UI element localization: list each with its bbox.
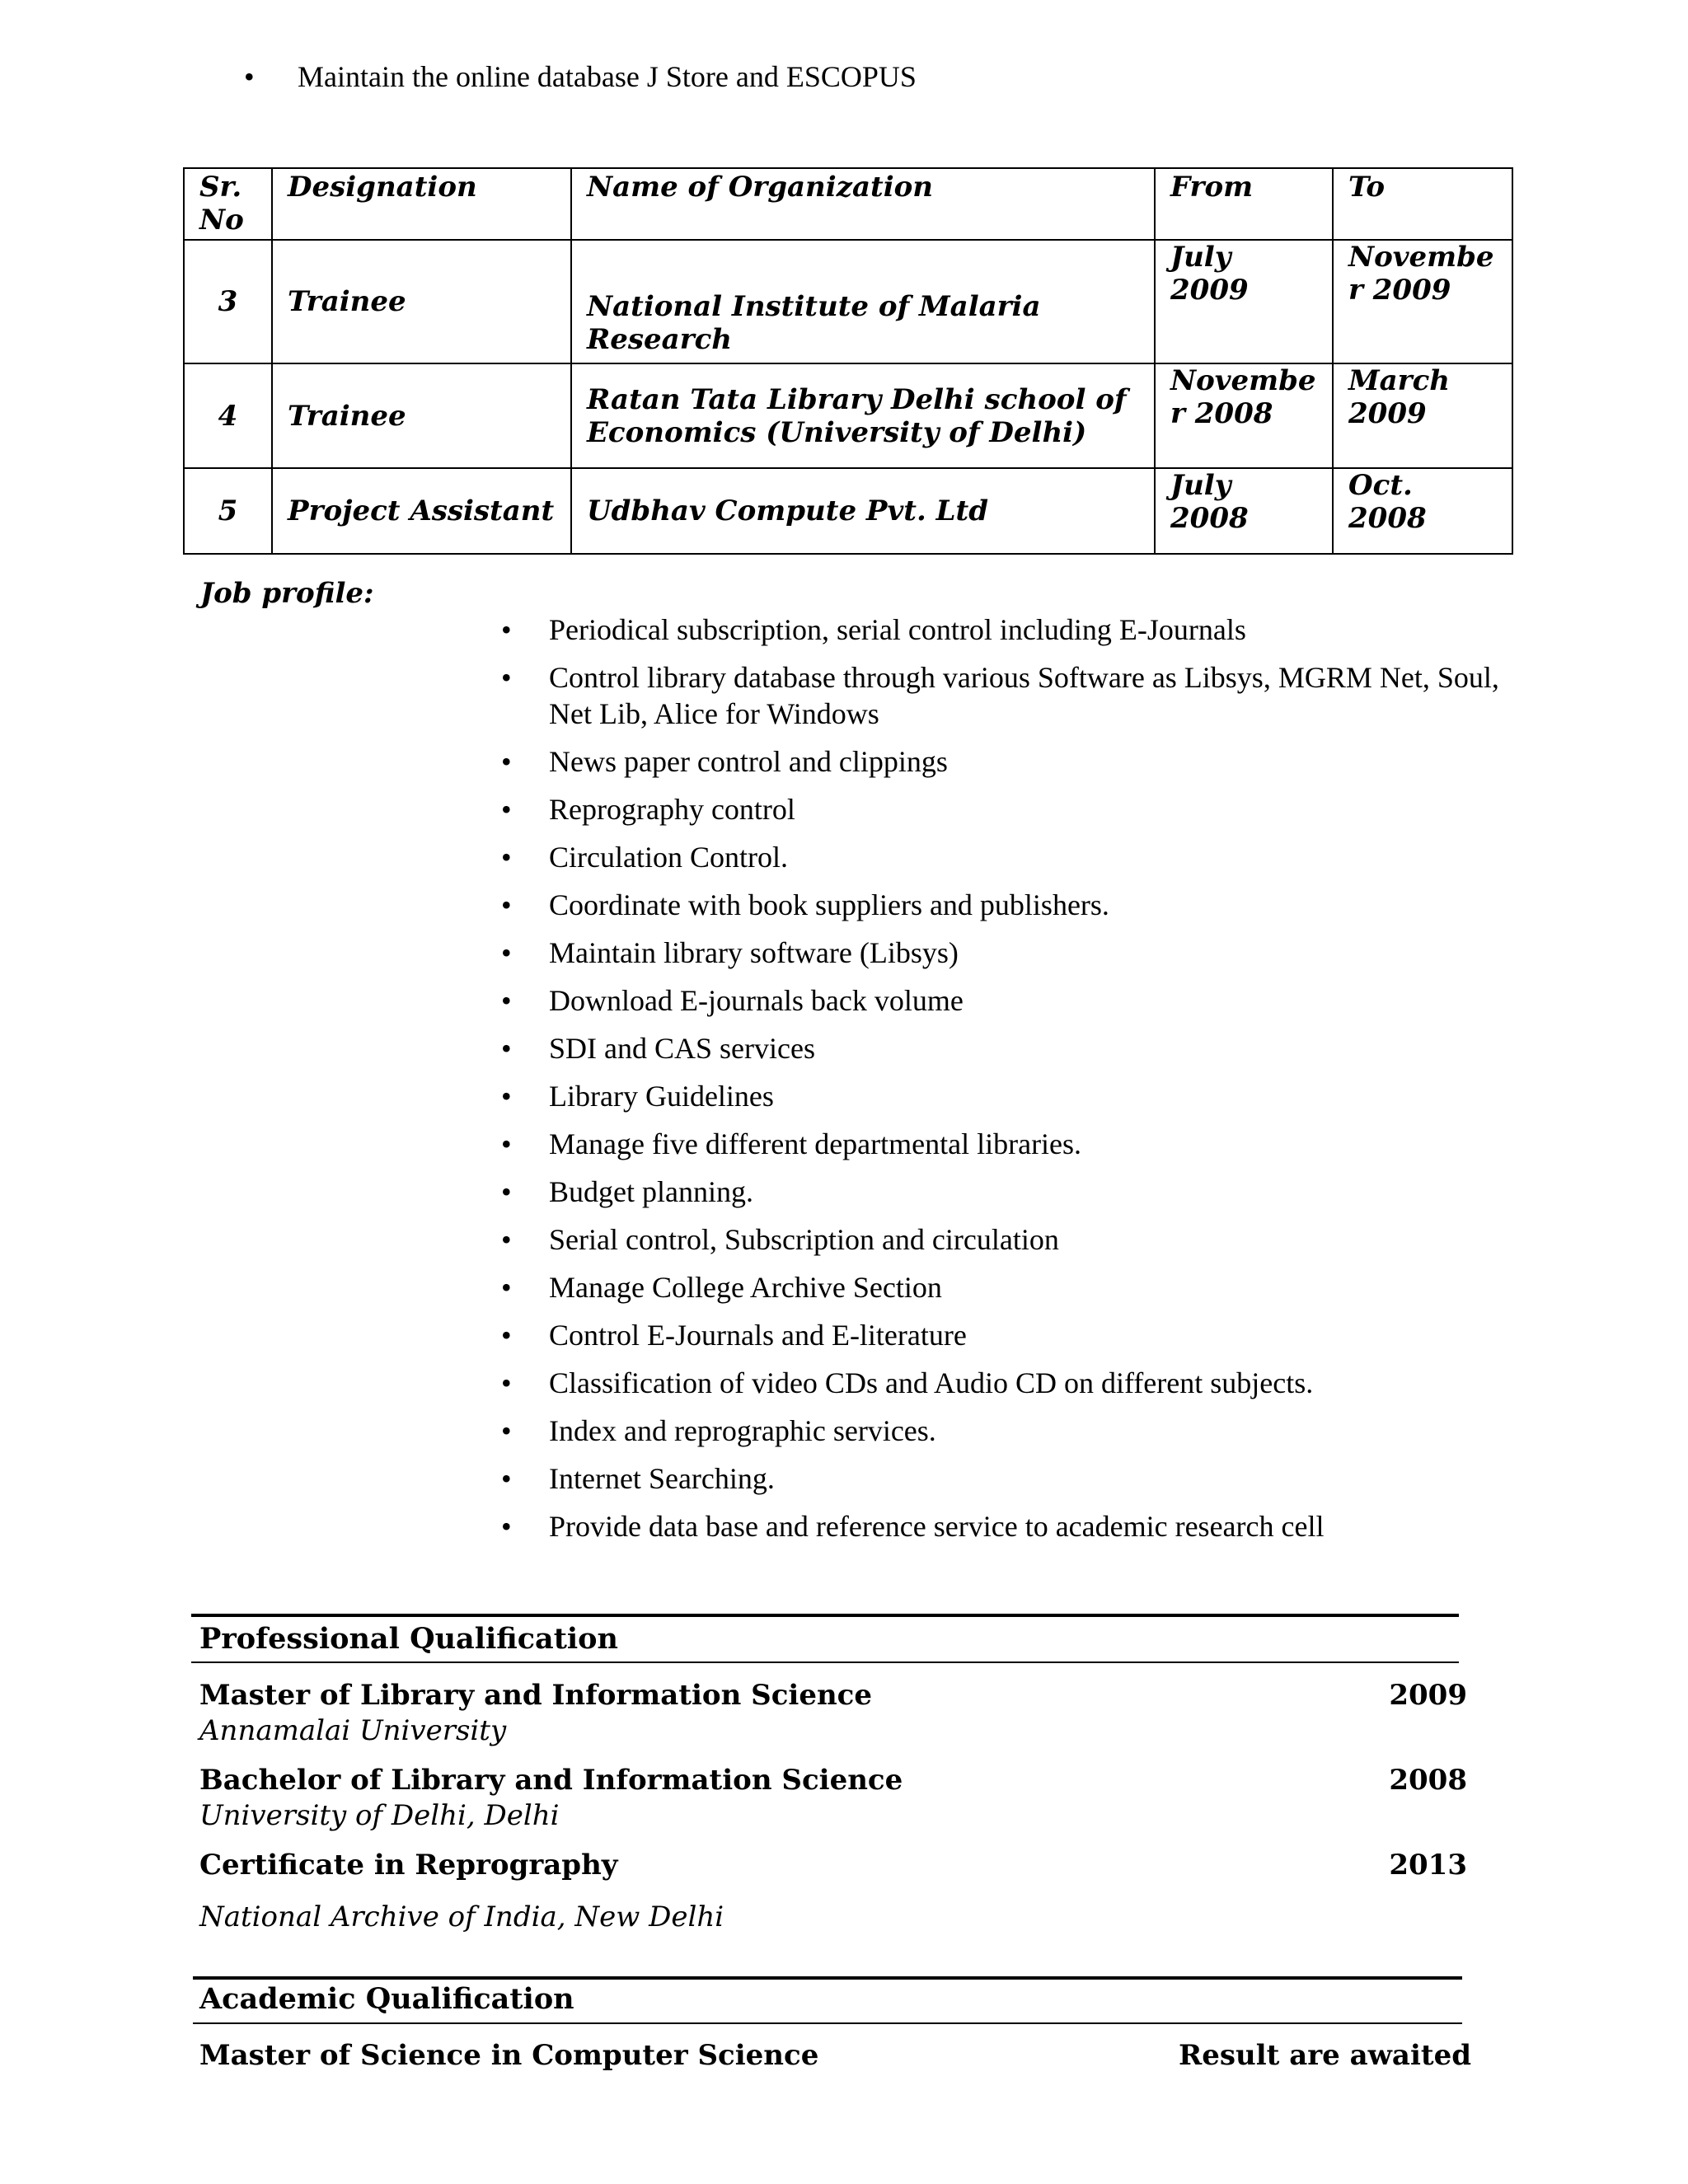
cell-from: Novembe r 2008 [1155, 363, 1333, 468]
qualification-degree: Bachelor of Library and Information Science [199, 1764, 903, 1797]
bullet-text: Maintain the online database J Store and ESCOPUS [298, 60, 917, 93]
job-profile-list [495, 612, 1522, 1556]
section-divider-top [191, 1614, 1459, 1617]
bullet-icon: • [501, 1032, 512, 1065]
cell-from: July 2008 [1155, 468, 1333, 554]
list-item: • Serial control, Subscription and circulation [501, 1223, 1059, 1256]
bullet-icon: • [501, 1223, 512, 1256]
list-item: • Manage College Archive Section [501, 1271, 942, 1304]
bullet-icon: • [501, 613, 512, 646]
table-row [184, 240, 1512, 363]
bullet-icon: • [501, 1271, 512, 1304]
cell-sr: 4 [184, 363, 272, 468]
bullet-icon: • [501, 1366, 512, 1399]
list-item: • Reprography control [501, 793, 795, 826]
qualification-degree: Master of Science in Computer Science [199, 2039, 819, 2072]
header-organization: Name of Organization [571, 168, 1155, 240]
list-item: • Manage five different departmental libraries. [501, 1127, 1082, 1160]
header-sr-no: Sr. No [184, 168, 272, 240]
section-divider-bottom [193, 2022, 1462, 2024]
cell-from: July 2009 [1155, 240, 1333, 363]
bullet-icon: • [501, 936, 512, 969]
list-item: • Internet Searching. [501, 1462, 775, 1495]
qualification-year: 2013 [1389, 1849, 1467, 1882]
table-row [184, 363, 1512, 468]
bullet-icon: • [501, 888, 512, 921]
cell-designation: Trainee [272, 240, 571, 363]
qualification-institution: National Archive of India, New Delhi [199, 1900, 724, 1933]
list-item: • Coordinate with book suppliers and publishers. [501, 888, 1109, 921]
bullet-icon: • [501, 841, 512, 874]
bullet-icon: • [244, 60, 255, 93]
job-profile-label: Job profile: [200, 577, 374, 610]
list-item: • SDI and CAS services [501, 1032, 815, 1065]
qualification-year: 2008 [1389, 1764, 1467, 1797]
qualification-year: 2009 [1389, 1679, 1467, 1712]
list-item: • Index and reprographic services. [501, 1414, 936, 1447]
bullet-icon: • [501, 793, 512, 826]
qualification-status: Result are awaited [1179, 2039, 1471, 2072]
cell-organization: National Institute of Malaria Research [571, 240, 1155, 363]
bullet-icon: • [501, 1510, 512, 1543]
bullet-icon: • [501, 1462, 512, 1495]
bullet-icon: • [501, 1414, 512, 1447]
header-to: To [1333, 168, 1512, 240]
bullet-icon: • [501, 661, 512, 694]
list-item: • Circulation Control. [501, 841, 788, 874]
experience-table [183, 167, 1513, 555]
list-item: • Library Guidelines [501, 1080, 774, 1113]
cell-to: Novembe r 2009 [1333, 240, 1512, 363]
list-item: • Provide data base and reference service to academic research cell [501, 1510, 1325, 1543]
list-item: • Periodical subscription, serial control including E-Journals [501, 613, 1246, 646]
qualification-institution: University of Delhi, Delhi [199, 1799, 560, 1832]
list-item: • Classification of video CDs and Audio CD on different subjects. [501, 1366, 1314, 1399]
list-item: • Download E-journals back volume [501, 984, 964, 1017]
list-item: • Maintain library software (Libsys) [501, 936, 959, 969]
section-divider-bottom [191, 1661, 1459, 1663]
list-item: • News paper control and clippings [501, 745, 948, 778]
bullet-icon: • [501, 1319, 512, 1352]
cell-sr: 3 [184, 240, 272, 363]
bullet-icon: • [501, 1127, 512, 1160]
qualification-degree: Master of Library and Information Science [199, 1679, 872, 1712]
section-divider-top [193, 1976, 1462, 1980]
list-item: • Budget planning. [501, 1175, 753, 1208]
list-item: • Control E-Journals and E-literature [501, 1319, 967, 1352]
cell-designation: Trainee [272, 363, 571, 468]
cell-to: March 2009 [1333, 363, 1512, 468]
cell-to: Oct. 2008 [1333, 468, 1512, 554]
header-from: From [1155, 168, 1333, 240]
cell-organization: Ratan Tata Library Delhi school of Economics (University of Delhi) [571, 363, 1155, 468]
table-row [184, 468, 1512, 554]
table-header-row [184, 168, 1512, 240]
qualification-institution: Annamalai University [199, 1714, 507, 1747]
academic-qualification-title: Academic Qualification [199, 1982, 574, 2016]
bullet-icon: • [501, 984, 512, 1017]
bullet-icon: • [501, 745, 512, 778]
qualification-degree: Certificate in Reprography [199, 1849, 618, 1882]
cell-designation: Project Assistant [272, 468, 571, 554]
professional-qualification-title: Professional Qualification [199, 1622, 618, 1656]
bullet-icon: • [501, 1080, 512, 1113]
cell-organization: Udbhav Compute Pvt. Ltd [571, 468, 1155, 554]
header-designation: Designation [272, 168, 571, 240]
cell-sr: 5 [184, 468, 272, 554]
bullet-icon: • [501, 1175, 512, 1208]
list-item: • Control library database through various Software as Libsys, MGRM Net, Soul, Net Lib, Alice for Windows [501, 661, 1499, 730]
